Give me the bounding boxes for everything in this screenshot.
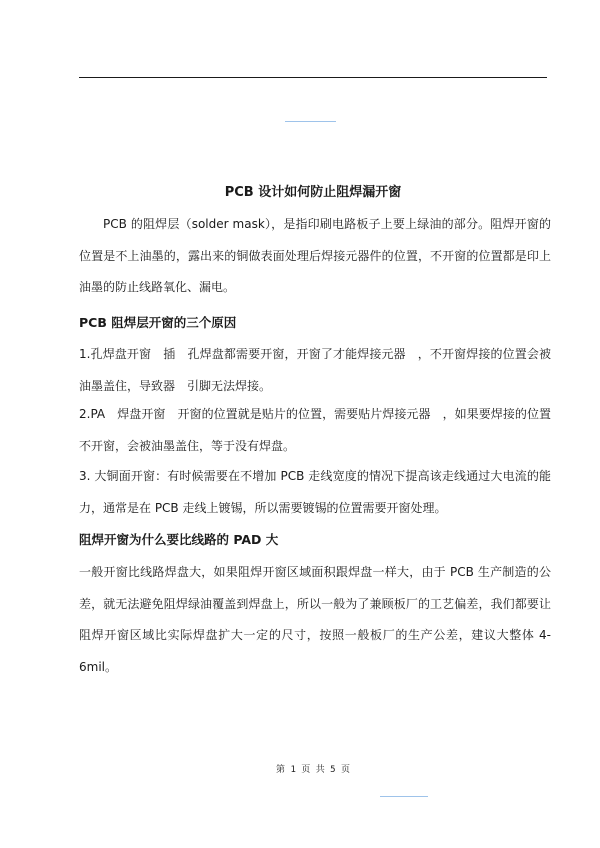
document-title: PCB 设计如何防止阻焊漏开窗 bbox=[224, 185, 402, 200]
page-number-footer: 第 1 页 共 5 页 bbox=[276, 765, 350, 775]
pad-size-paragraph: 一般开窗比线路焊盘大，如果阻焊开窗区域面积跟焊盘一样大，由于 PCB 生产制造的公差，就无法避免阻焊绿油覆盖到焊盘上，所以一般为了兼顾板厂的工艺偏差，我们都要让阻焊开窗区域比实际焊盘扩大一定的尺寸，按照一般板厂的生产公差，建议大整体 4-6mil。 bbox=[79, 565, 551, 674]
intro-paragraph: PCB 的阻焊层（solder mask），是指印刷电路板子上要上绿油的部分。阻焊开窗的位置是不上油墨的，露出来的铜做表面处理后焊接元器件的位置，不开窗的位置都是印上油墨的防止线路氧化、漏电。 bbox=[79, 217, 551, 294]
header-accent-line bbox=[285, 121, 336, 122]
footer-accent-line bbox=[380, 796, 428, 797]
reason-2-paragraph: 2.PA 焊盘开窗 开窗的位置就是贴片的位置，需要贴片焊接元器 ，如果要焊接的位置不开窗，会被油墨盖住，等于没有焊盘。 bbox=[79, 407, 551, 453]
reason-1-paragraph: 1.孔焊盘开窗 插 孔焊盘都需要开窗，开窗了才能焊接元器 ，不开窗焊接的位置会被油墨盖住，导致器 引脚无法焊接。 bbox=[79, 347, 551, 393]
reason-3-paragraph: 3. 大铜面开窗：有时候需要在不增加 PCB 走线宽度的情况下提高该走线通过大电流的能力，通常是在 PCB 走线上镀锡，所以需要镀锡的位置需要开窗处理。 bbox=[79, 469, 551, 515]
section-heading-pad-size: 阻焊开窗为什么要比线路的 PAD 大 bbox=[79, 532, 279, 547]
section-heading-three-reasons: PCB 阻焊层开窗的三个原因 bbox=[79, 315, 237, 330]
header-rule bbox=[79, 77, 547, 78]
